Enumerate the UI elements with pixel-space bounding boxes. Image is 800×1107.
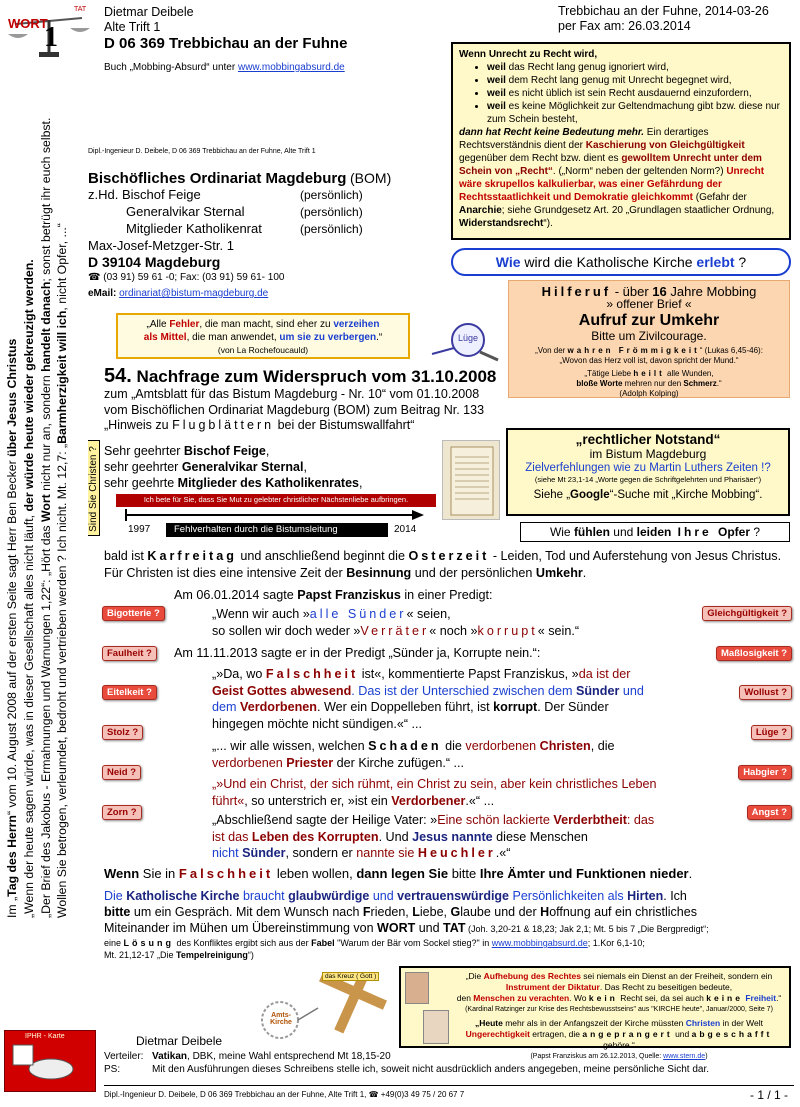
list-item: • weil dem Recht lang genug mit Unrecht begegnet wird, [487, 74, 783, 87]
tag-faulheit: Faulheit ? [102, 646, 157, 661]
timeline-label: Fehlverhalten durch die Bistumsleitung [166, 523, 388, 537]
tag-luege: Lüge ? [751, 725, 792, 740]
cross-graphic [258, 968, 398, 1050]
pope-quote-a: „»Da, wo Falschheit ist«, kommentierte Papst Franziskus, »da ist der Geist Gottes abwesend. Das ist der Unterschied zwischen dem Sünder und dem Verdorbenen. Wer ein Doppelleben führt, ist korrupt. Der Sünder hingegen möchte nicht sündigen.«“ ... [212, 667, 644, 731]
prayer-bar: Ich bete für Sie, dass Sie Mut zu gelebter christlicher Nächstenliebe aufbringen. [116, 494, 436, 507]
return-address-line: Dipl.-Ingenieur D. Deibele, D 06 369 Trebbichau an der Fuhne, Alte Trift 1 [88, 148, 316, 155]
recipient-city: D 39104 Magdeburg [88, 254, 221, 270]
fuehlen-box: Wie fühlen und leiden Ihre Opfer ? [520, 522, 790, 542]
list-item: • weil es nicht üblich ist sein Recht ausdauernd einzufordern, [487, 87, 783, 100]
recipient-street: Max-Josef-Metzger-Str. 1 [88, 238, 234, 253]
whistle-icon [5, 1031, 97, 1093]
pope-sermon-1: Am 06.01.2014 sagte Papst Franziskus in einer Predigt: [174, 588, 493, 602]
salutation-line: sehr geehrter Generalvikar Sternal, [104, 460, 307, 474]
stern-link[interactable]: www.stern.de [663, 1053, 706, 1060]
salutation [104, 443, 362, 491]
tag-angst: Angst ? [747, 805, 792, 820]
subject-line: vom Bischöflichen Ordinariat Magdeburg (BOM) zum Beitrag Nr. 133 [104, 402, 485, 417]
list-item: • weil es keine Möglichkeit zur Geltendmachung gibt bzw. diese nur zum Schein besteht, [487, 100, 783, 126]
ratzinger-franziskus-box: „Die Aufhebung des Rechtes sei niemals ein Dienst an der Freiheit, sondern ein Instrument der Diktatur. Das Recht zu beseitigen bedeute, den Menschen zu verachten. Wo kein Recht sei, da sei auch keine Freiheit.“ (Kardinal Ratzinger zur Krise des Rechtsbewusstseins" aus "KIRCHE heute", Januar/2000, Seite 7) „Heute mehr als in der Anfangszeit der Kirche müssten Christen in der Welt Ungerechtigkeit ertragen, die angeprangert und abgeschafft gehöre.“ (Papst Franziskus am 26.12.2013, Quelle: www.stern.de) [399, 966, 791, 1048]
sender-street: Alte Trift 1 [104, 20, 161, 34]
distribution: Verteiler: Vatikan, DBK, meine Wahl entsprechend Mt 18,15-20 PS: Mit den Ausführungen dieses Schreibens stelle ich, soweit nicht ausdrücklich anders angegeben, meine persönliche Sicht dar. [104, 1051, 709, 1075]
attn-row: Generalvikar Sternal (persönlich) [126, 204, 363, 219]
vertical-line: Im „Tag des Herrn“ vom 10. August 2008 auf der ersten Seite sagt Herr Ben Becker über Jesus Christus [5, 338, 19, 918]
wie-banner: Wie wird die Katholische Kirche erlebt ? [451, 248, 791, 276]
luege-graphic [428, 320, 504, 364]
timeline-end: 2014 [394, 524, 417, 535]
salutation-line: Sehr geehrter Bischof Feige, [104, 444, 270, 458]
dateline [558, 4, 769, 34]
logo-number: 1 [44, 22, 58, 53]
stamp-label: IPHR - Karte [25, 1033, 65, 1040]
vertical-line: „Der Brief des Jakobus - Ermahnungen und Warnungen 1,22“: „Hört das Wort nicht nur an, sondern handelt danach; sonst betrügt ihr euch selbst. [38, 117, 53, 918]
portrait-2 [423, 1010, 449, 1044]
cross-label: das Kreuz ( Gott ) [322, 972, 379, 981]
side-question: Sind Sie Christen ? [86, 440, 100, 536]
attn-row: Mitglieder Katholikenrat (persönlich) [126, 221, 363, 236]
book-link[interactable]: www.mobbingabsurd.de [237, 62, 345, 73]
hilferuf-box: Hilferuf - über 16 Jahre Mobbing » offener Brief « Aufruf zur Umkehr Bitte um Zivilcourage. „Von der wahren Frömmigkeit“ (Lukas 6,45-46): „Wovon das Herz voll ist, davon spricht der Mund.“ „Tätige Liebe heilt alle Wunden, bloße Worte mehren nur den Schmerz.“ (Adolph Kolping) [508, 280, 790, 398]
footer [104, 1085, 794, 1102]
vertical-line: „Wenn der heute sagen würde, was in dieser Gesellschaft alles nicht läuft, der würde heute wieder gekreuzigt werden. [21, 259, 36, 918]
notstand-box: „rechtlicher Notstand“ im Bistum Magdeburg Zielverfehlungen wie zu Martin Luthers Zeiten !? (siehe Mt 23,1-14 „Worte gegen die Schriftgelehrten und Pharisäer“) Siehe „Google“-Suche mit „Kirche Mobbing“. [506, 428, 790, 516]
tag-bigotterie: Bigotterie ? [102, 606, 165, 621]
document-picture [442, 440, 500, 520]
scroll-icon [443, 441, 501, 521]
recipient-email: eMail: ordinariat@bistum-magdeburg.de [88, 288, 269, 299]
signature: Dietmar Deibele [136, 1034, 223, 1048]
tag-eitelkeit: Eitelkeit ? [102, 685, 157, 700]
unrecht-title: Wenn Unrecht zu Recht wird, [459, 49, 598, 60]
tag-neid: Neid ? [102, 765, 141, 780]
closing-paragraph: Die Katholische Kirche braucht glaubwürdige und vertrauenswürdige Persönlichkeiten als Hirten. Ich bitte um ein Gespräch. Mit dem Wunsch nach Frieden, Liebe, Glaube und der Hoffnung auf ein christliches Miteinander im Mühen um Übereinstimmung von WORT und TAT (Joh. 3,20-21 & 18,23; Jak 2,1; Mt. 5 bis 7 „Die Bergpredigt“; eine Lösung des Konfliktes ergibt sich aus der Fabel "Warum der Bär vom Sockel stieg?" in www.mobbingabsurd.de; 1.Kor 6,1-10; Mt. 21,12-17 „Die Tempelreinigung“) [104, 889, 709, 960]
unrecht-list [487, 61, 783, 126]
sender-city: D 06 369 Trebbichau an der Fuhne [104, 35, 348, 52]
list-item: • weil das Recht lang genug ignoriert wird, [487, 61, 783, 74]
recipient-org-abbr: (BOM) [350, 170, 392, 186]
rochefoucauld-quote: „Alle Fehler, die man macht, sind eher zu verzeihen als Mittel, die man anwendet, um sie zu verbergen.“ (von La Rochefoucauld) [116, 313, 410, 359]
tag-masslosigkeit: Maßlosigkeit ? [716, 646, 792, 661]
attn-row: z.Hd. Bischof Feige (persönlich) [88, 187, 363, 202]
timeline [122, 508, 426, 538]
salutation-line: sehr geehrte Mitglieder des Katholikenrates, [104, 476, 363, 490]
wenn-paragraph: Wenn Sie in Falschheit leben wollen, dann legen Sie bitte Ihre Ämter und Funktionen nieder. [104, 866, 693, 881]
pope-sermon-2: Am 11.11.2013 sagte er in der Predigt „Sünder ja, Korrupte nein.“: [174, 646, 541, 660]
unrecht-paragraph: dann hat Recht keine Bedeutung mehr. Ein derartiges Rechtsverständnis dient der Kaschierung von Gleichgültigkeit gegenüber dem Recht bzw. dient es gewolltem Unrecht unter dem Schein von „Recht“. („Norm“ neben der geltenden Norm?) Unrecht wäre skrupellos kalkulierbar, was einer Gefährdung der Rechtsstaatlichkeit und Demokratie gleichkommt (Gefahr der Anarchie; siehe Grundgesetz Art. 20 „Grundlagen staatlicher Ordnung, Widerstandsrecht“). [459, 127, 775, 229]
pope-quote-1: „Wenn wir auch »alle Sünder« seien, so sollen wir doch weder »Verräter« noch »korrupt« sein.“ [212, 607, 580, 638]
page-number: - 1 / 1 - [749, 1088, 788, 1102]
timeline-start: 1997 [128, 524, 151, 535]
subject-line: zum „Amtsblatt für das Bistum Magdeburg - Nr. 10“ vom 01.10.2008 [104, 387, 480, 401]
portrait-1 [405, 972, 429, 1004]
tag-stolz: Stolz ? [102, 725, 143, 740]
pope-quote-c: „»Und ein Christ, der sich rühmt, ein Christ zu sein, aber kein christliches Leben führt«, so unterstrich er, »ist ein Verdorbener.«“ ... [212, 777, 657, 808]
timeline-arrow-icon [122, 508, 426, 522]
pope-quote-d: „Abschließend sagte der Heilige Vater: »Eine schön lackierte Verderbtheit: das ist das Leben des Korrupten. Und Jesus nannte diese Menschen nicht Sünder, sondern er nannte sie Heuchler.«“ [212, 813, 655, 860]
vertical-line: Wollen Sie betrogen, verleumdet, bedroht und vertrieben werden ? Ich nicht. Mt. 12,7: „Barmherzigkeit will ich, nicht Opfer, ...“ [55, 223, 70, 918]
recipient-org: Bischöfliches Ordinariat Magdeburg [88, 170, 347, 187]
red-stamp [4, 1030, 96, 1092]
unrecht-box [451, 42, 791, 240]
date-location: Trebbichau an der Fuhne, 2014-03-26 [558, 4, 769, 18]
email-link[interactable]: ordinariat@bistum-magdeburg.de [119, 288, 269, 299]
tag-habgier: Habgier ? [738, 765, 792, 780]
mobbing-link[interactable]: www.mobbingabsurd.de [491, 938, 588, 948]
tag-gleichgueltigkeit: Gleichgültigkeit ? [702, 606, 792, 621]
sender-block [104, 5, 347, 75]
tag-wollust: Wollust ? [739, 685, 792, 700]
recipient-phone: ☎ (03 91) 59 61 -0; Fax: (03 91) 59 61- 100 [88, 272, 285, 283]
subject-title: 54. Nachfrage zum Widerspruch vom 31.10.2008 [104, 365, 497, 387]
intro-paragraph: bald ist Karfreitag und anschließend beginnt die Osterzeit - Leiden, Tod und Auferstehung von Jesus Christus. Für Christen ist dies eine intensive Zeit der Besinnung und der persönlichen Umkehr. [104, 549, 782, 580]
footer-address: Dipl.-Ingenieur D. Deibele, D 06 369 Trebbichau an der Fuhne, Alte Trift 1, ☎ +49(0)3 49 75 / 20 67 7 [104, 1090, 465, 1099]
left-vertical-quotes [4, 62, 88, 922]
sender-book: Buch „Mobbing-Absurd“ unter www.mobbingabsurd.de [104, 62, 345, 73]
subject-line: „Hinweis zu Flugblättern bei der Bistumswallfahrt“ [104, 418, 415, 432]
recipient-block [88, 170, 391, 302]
sender-name: Dietmar Deibele [104, 5, 194, 19]
pope-quote-b: „... wir alle wissen, welchen Schaden die verdorbenen Christen, die verdorbenen Priester der Kirche zufügen.“ ... [212, 739, 615, 770]
logo-word-left: WORT [8, 16, 48, 31]
luege-label: Lüge [458, 333, 479, 343]
phone-icon: ☎ [88, 272, 104, 283]
logo [6, 4, 92, 60]
logo-word-right: TAT [74, 6, 87, 13]
subject-block [104, 366, 496, 434]
fax-date: per Fax am: 26.03.2014 [558, 19, 691, 33]
tag-zorn: Zorn ? [102, 805, 142, 820]
amtskirche-label: Amts-Kirche [270, 1012, 292, 1026]
